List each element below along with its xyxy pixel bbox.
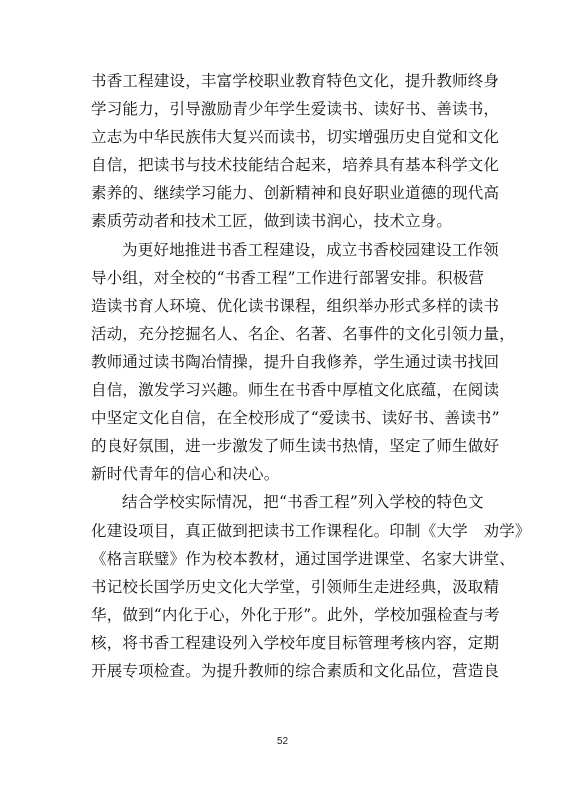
text-line: 化建设项目，真正做到把读书工作课程化。印制《大学 劝学》 [91,521,531,540]
text-line: 学习能力，引导激励青少年学生爱读书、读好书、善读书， [91,100,500,119]
text-line: 活动，充分挖掘名人、名企、名著、名事件的文化引领力量， [91,324,515,343]
text-line: 的良好氛围，进一步激发了师生读书热情，坚定了师生做好 [91,437,500,456]
text-line: 立志为中华民族伟大复兴而读书，切实增强历史自觉和文化 [91,128,500,147]
text-line: 书记校长国学历史文化大学堂，引领师生走进经典，汲取精 [91,577,500,596]
text-line: 导小组，对全校的“书香工程”工作进行部署安排。积极营 [91,268,485,287]
text-line: 华，做到“内化于心，外化于形”。此外，学校加强检查与考 [91,605,500,624]
text-line: 结合学校实际情况，把“书香工程”列入学校的特色文 [122,493,484,512]
text-line: 素质劳动者和技术工匠，做到读书润心，技术立身。 [91,212,453,231]
text-line: 自信，把读书与技术技能结合起来，培养具有基本科学文化 [91,156,500,175]
text-line: 自信，激发学习兴趣。师生在书香中厚植文化底蕴，在阅读 [91,381,500,400]
text-line: 为更好地推进书香工程建设，成立书香校园建设工作领 [122,240,499,259]
page-number: 52 [276,736,289,747]
text-line: 教师通过读书陶冶情操，提升自我修养，学生通过读书找回 [91,352,500,371]
text-line: 中坚定文化自信，在全校形成了“爱读书、读好书、善读书” [91,409,500,428]
text-line: 素养的、继续学习能力、创新精神和良好职业道德的现代高 [91,184,500,203]
body-text [91,67,531,685]
text-line: 造读书育人环境、优化读书课程，组织举办形式多样的读书 [91,296,500,315]
text-line: 《格言联璧》作为校本教材，通过国学进课堂、名家大讲堂、 [91,549,515,568]
text-line: 新时代青年的信心和决心。 [91,465,280,484]
text-line: 开展专项检查。为提升教师的综合素质和文化品位，营造良 [91,661,500,680]
text-line: 核，将书香工程建设列入学校年度目标管理考核内容，定期 [91,633,500,652]
text-line: 书香工程建设，丰富学校职业教育特色文化，提升教师终身 [91,72,500,90]
